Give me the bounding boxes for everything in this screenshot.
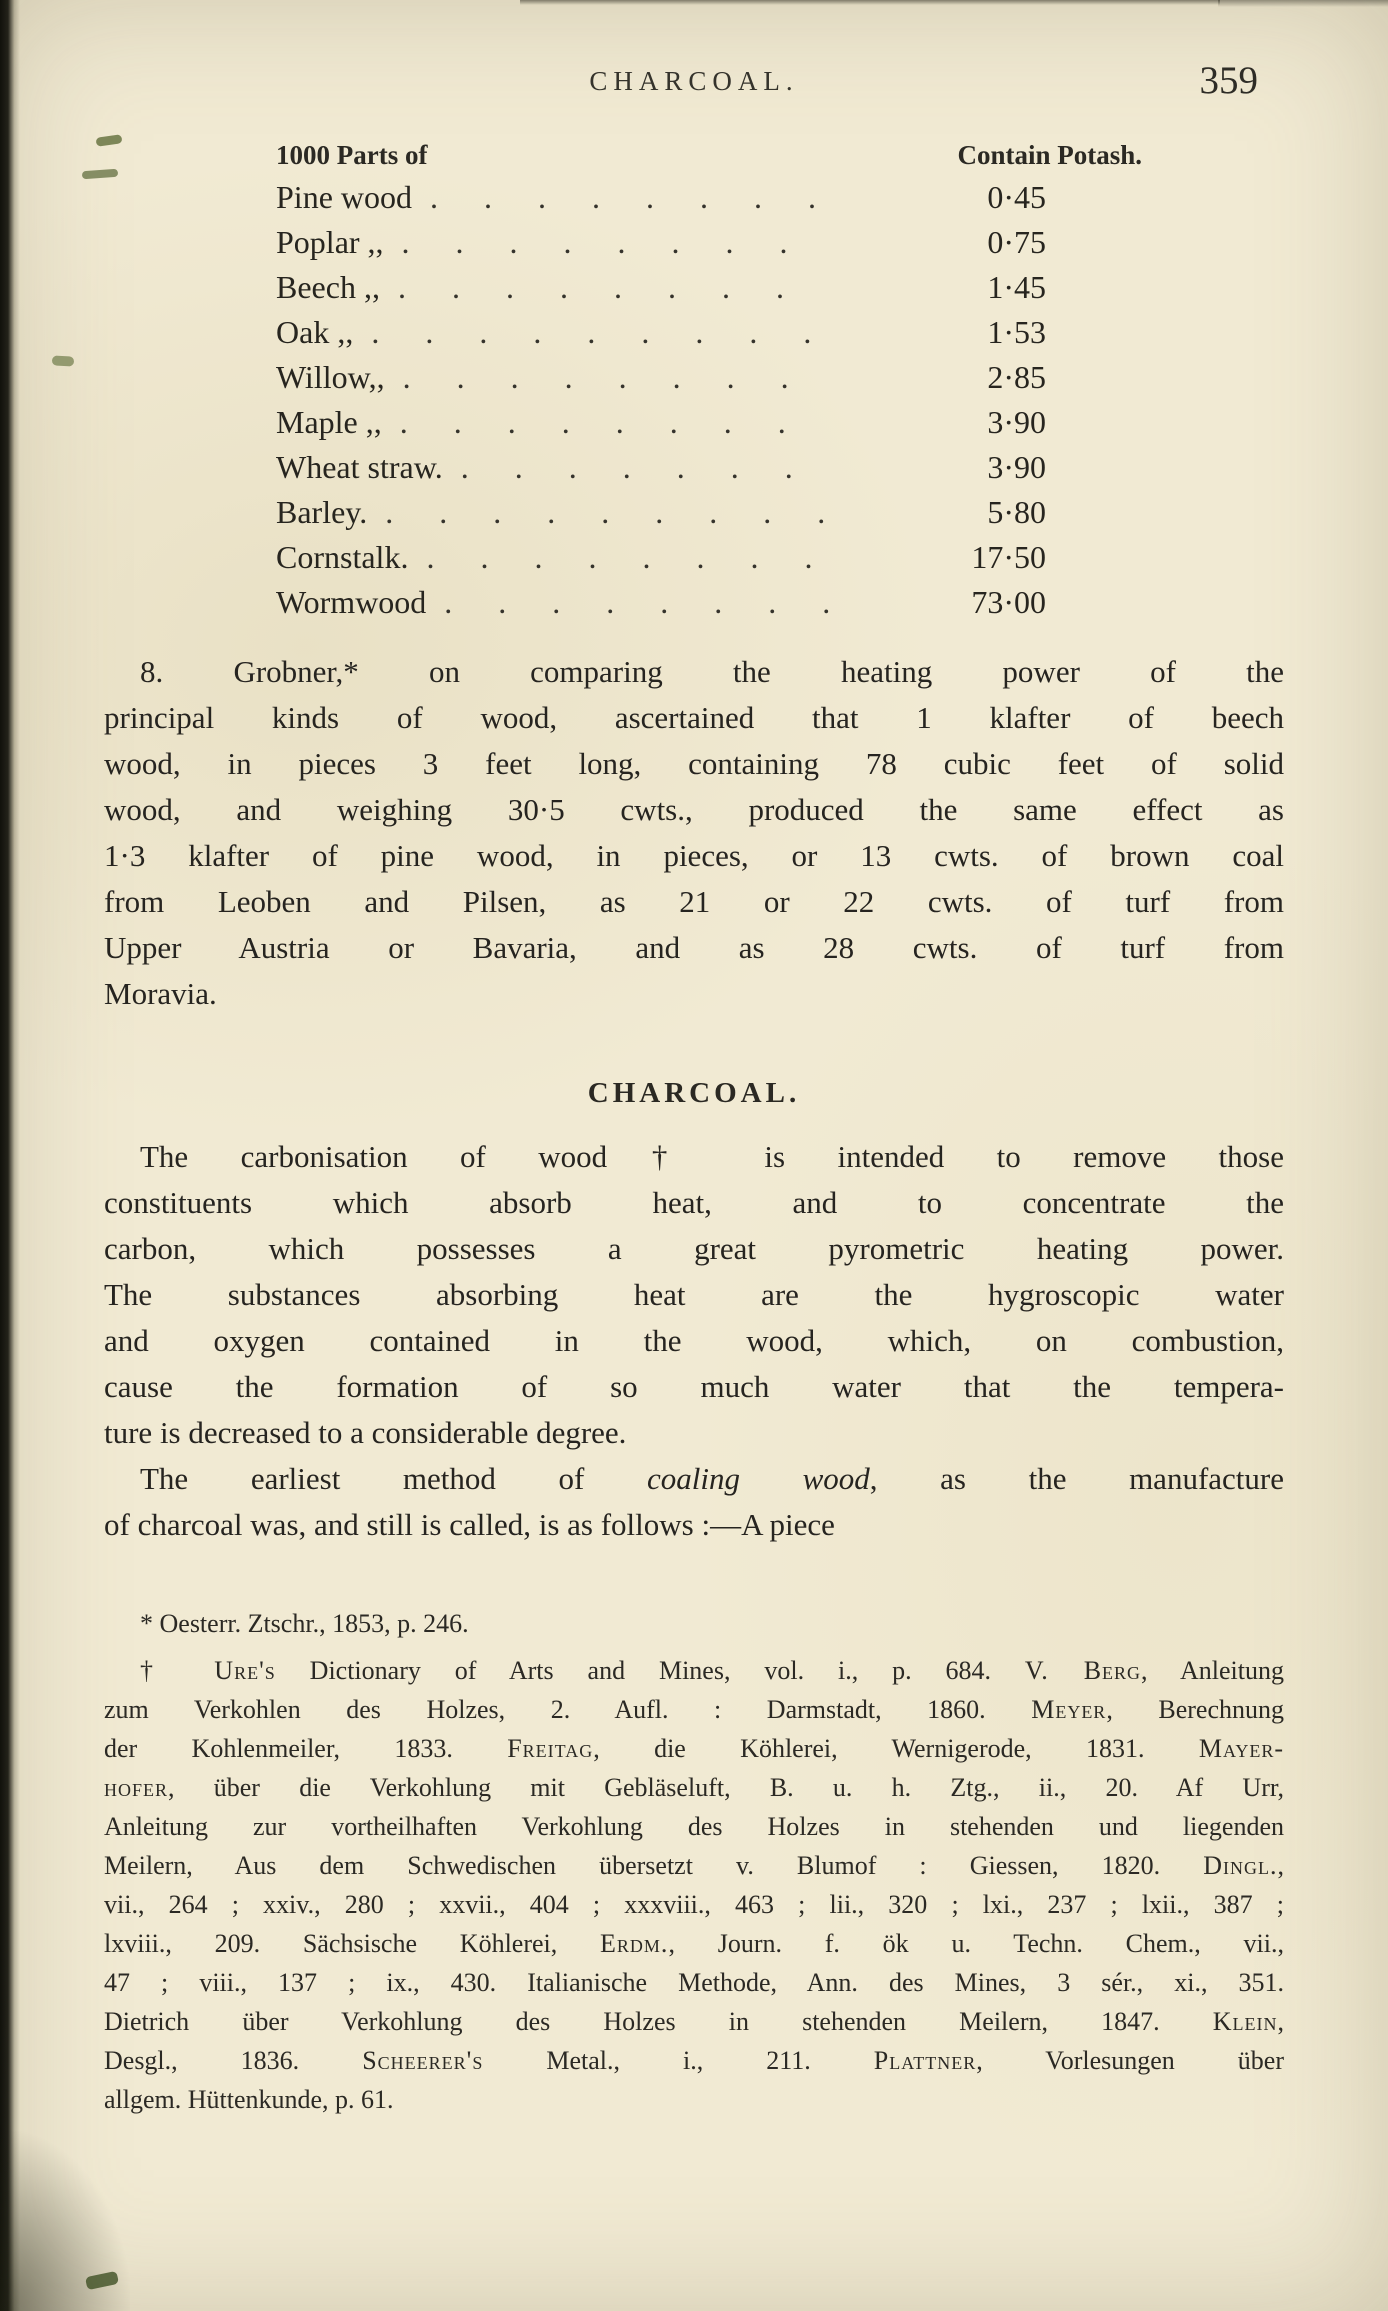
text-line: The carbonisation of wood† is intended to remove those	[140, 1139, 1284, 1174]
text-line: der Kohlenmeiler, 1833. Freitag, die Köhlerei, Wernigerode, 1831. Mayer-	[104, 1734, 1284, 1763]
table-cell-value: 0·75	[987, 224, 1046, 260]
dot-leader: . . . . . . . .	[402, 359, 789, 395]
text-line: Meilern, Aus dem Schwedischen übersetzt v. Blumof : Giessen, 1820. Dingl.,	[104, 1851, 1284, 1880]
table-cell-value: 3·90	[987, 449, 1046, 485]
text-line: principal kinds of wood, ascertained that 1 klafter of beech	[104, 700, 1284, 735]
table-cell-material: Wheat straw.	[276, 449, 443, 485]
potash-table-header	[276, 140, 1142, 171]
footnote-ure-bibliography	[104, 1651, 1284, 2119]
text-line: and oxygen contained in the wood, which, on combustion,	[104, 1323, 1284, 1358]
text-line: † Ure's Dictionary of Arts and Mines, vol. i., p. 684. V. Berg, Anleitung	[140, 1656, 1284, 1685]
dot-leader: . . . . . . . .	[444, 584, 831, 620]
table-row	[276, 220, 1142, 265]
text-line: Moravia.	[104, 976, 217, 1011]
text-line: wood, and weighing 30·5 cwts., produced the same effect as	[104, 792, 1284, 827]
scan-binding-shadow	[0, 0, 20, 2311]
table-cell-material: Maple ,,	[276, 404, 382, 440]
text-line: lxviii., 209. Sächsische Köhlerei, Erdm., Journ. f. ök u. Techn. Chem., vii.,	[104, 1929, 1285, 1958]
footnotes	[104, 1604, 1284, 2119]
section-heading: CHARCOAL.	[587, 1077, 801, 1109]
text-line: 1·3 klafter of pine wood, in pieces, or 13 cwts. of brown coal	[104, 838, 1284, 873]
table-row	[276, 310, 1142, 355]
dot-leader: . . . . . . . .	[430, 179, 816, 215]
text-line: The substances absorbing heat are the hygroscopic water	[104, 1277, 1284, 1312]
running-head	[104, 59, 1284, 114]
dot-leader: . . . . . . . . .	[371, 314, 812, 350]
scan-artifact	[52, 355, 74, 366]
table-cell-material: Pine wood	[276, 179, 412, 215]
table-row	[276, 265, 1142, 310]
text-line: * Oesterr. Ztschr., 1853, p. 246.	[140, 1609, 469, 1638]
text-line: hofer, über die Verkohlung mit Gebläseluft, B. u. h. Ztg., ii., 20. Af Urr,	[104, 1773, 1284, 1802]
table-cell-value: 0·45	[987, 179, 1046, 215]
paragraph-carbonisation	[104, 1134, 1284, 1456]
table-cell-material: Beech ,,	[276, 269, 380, 305]
table-cell-material: Willow,,	[276, 359, 385, 395]
paragraph-earliest-method	[104, 1456, 1284, 1548]
text-line: 8. Grobner,* on comparing the heating power of the	[140, 654, 1284, 689]
text-line: carbon, which possesses a great pyrometric heating power.	[104, 1231, 1284, 1266]
table-col-header-potash: Contain Potash.	[957, 140, 1142, 170]
text-line: cause the formation of so much water that the tempera-	[104, 1369, 1284, 1404]
text-line: vii., 264 ; xxiv., 280 ; xxvii., 404 ; xxxviii., 463 ; lii., 320 ; lxi., 237 ; lxii., 387 ;	[104, 1890, 1284, 1919]
table-cell-value: 1·45	[987, 269, 1046, 305]
text-line: of charcoal was, and still is called, is as follows :—A piece	[104, 1507, 835, 1542]
text-line: constituents which absorb heat, and to concentrate the	[104, 1185, 1284, 1220]
table-row	[276, 535, 1142, 580]
table-cell-material: Poplar ,,	[276, 224, 384, 260]
table-cell-value: 5·80	[987, 494, 1046, 530]
text-line: 47 ; viii., 137 ; ix., 430. Italianische Methode, Ann. des Mines, 3 sér., xi., 351.	[104, 1968, 1284, 1997]
paragraph-grobner	[104, 649, 1284, 1017]
running-head-title: CHARCOAL.	[589, 66, 799, 96]
table-row	[276, 580, 1142, 625]
table-cell-value: 1·53	[987, 314, 1046, 350]
table-cell-value: 2·85	[987, 359, 1046, 395]
table-cell-material: Oak ,,	[276, 314, 354, 350]
table-row	[276, 445, 1142, 490]
table-row	[276, 355, 1142, 400]
table-cell-material: Wormwood	[276, 584, 427, 620]
dot-leader: . . . . . . . .	[401, 224, 788, 260]
page-content	[104, 0, 1284, 2119]
dot-leader: . . . . . . . .	[426, 539, 813, 575]
text-line: Upper Austria or Bavaria, and as 28 cwts. of turf from	[104, 930, 1284, 965]
text-line: Desgl., 1836. Scheerer's Metal., i., 211. Plattner, Vorlesungen über	[104, 2046, 1284, 2075]
text-line: The earliest method of coaling wood, as the manufacture	[140, 1461, 1284, 1496]
potash-table	[276, 140, 1142, 625]
table-row	[276, 490, 1142, 535]
table-cell-value: 73·00	[971, 584, 1046, 620]
text-line: Dietrich über Verkohlung des Holzes in stehenden Meilern, 1847. Klein,	[104, 2007, 1284, 2036]
dot-leader: . . . . . . . . .	[385, 494, 826, 530]
table-row	[276, 400, 1142, 445]
text-line: wood, in pieces 3 feet long, containing 78 cubic feet of solid	[104, 746, 1284, 781]
text-line: zum Verkohlen des Holzes, 2. Aufl. : Darmstadt, 1860. Meyer, Berechnung	[104, 1695, 1284, 1724]
text-line: from Leoben and Pilsen, as 21 or 22 cwts. of turf from	[104, 884, 1284, 919]
dot-leader: . . . . . . .	[460, 449, 793, 485]
dot-leader: . . . . . . . .	[397, 269, 784, 305]
table-cell-material: Cornstalk.	[276, 539, 409, 575]
dot-leader: . . . . . . . .	[399, 404, 786, 440]
page-number: 359	[1199, 59, 1258, 102]
text-line: Anleitung zur vortheilhaften Verkohlung des Holzes in stehenden und liegenden	[104, 1812, 1284, 1841]
text-line: allgem. Hüttenkunde, p. 61.	[104, 2085, 394, 2114]
table-cell-material: Barley.	[276, 494, 368, 530]
table-col-header-parts: 1000 Parts of	[276, 140, 428, 170]
table-cell-value: 17·50	[971, 539, 1046, 575]
table-cell-value: 3·90	[987, 404, 1046, 440]
table-row	[276, 175, 1142, 220]
text-line: ture is decreased to a considerable degree.	[104, 1415, 627, 1450]
footnote-oesterr	[104, 1604, 1284, 1643]
